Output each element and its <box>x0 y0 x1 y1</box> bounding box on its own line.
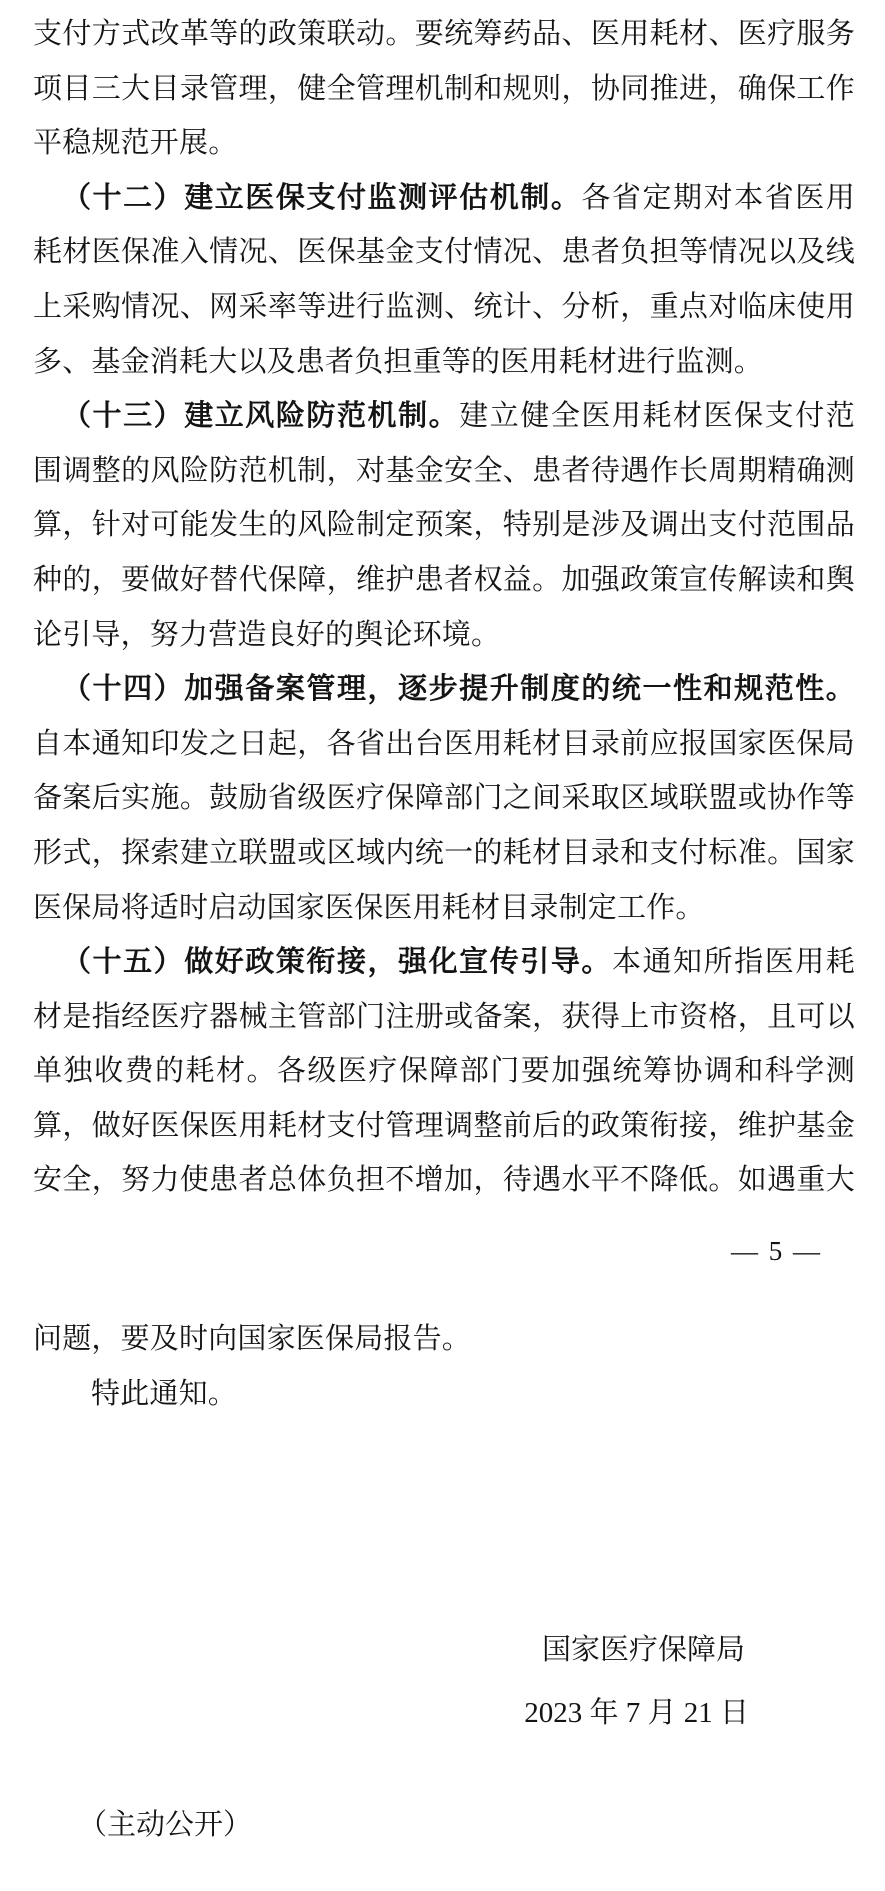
item-heading-bold: （十二）建立医保支付监测评估机制。 <box>62 181 582 214</box>
text-line: 上采购情况、网采率等进行监测、统计、分析，重点对临床使用 <box>33 290 855 323</box>
text-line: 形式，探索建立联盟或区域内统一的耗材目录和支付标准。国家 <box>33 836 855 869</box>
line-text: 建立健全医用耗材医保支付范 <box>459 400 855 433</box>
text-line <box>33 662 855 717</box>
item-heading-bold: （十五）做好政策衔接，强化宣传引导。 <box>62 946 612 979</box>
text-line: 安全，努力使患者总体负担不增加，待遇水平不降低。如遇重大 <box>33 1164 855 1197</box>
line-text: 各省定期对本省医用 <box>581 181 855 214</box>
text-line: 材是指经医疗器械主管部门注册或备案，获得上市资格，且可以 <box>33 1000 855 1033</box>
text-line: 种的，要做好替代保障，维护患者权益。加强政策宣传解读和舆 <box>33 563 855 596</box>
text-line: 特此通知。 <box>91 1377 238 1410</box>
page-number: — 5 — <box>731 1236 822 1266</box>
text-line: 围调整的风险防范机制，对基金安全、患者待遇作长周期精确测 <box>33 454 855 487</box>
text-line: 算，针对可能发生的风险制定预案，特别是涉及调出支付范围品 <box>33 509 855 542</box>
line-text: 本通知所指医用耗 <box>611 946 855 979</box>
disclosure-note: （主动公开） <box>78 1809 253 1841</box>
text-line: 支付方式改革等的政策联动。要统筹药品、医用耗材、医疗服务 <box>33 18 855 50</box>
item-heading-bold: （十四）加强备案管理，逐步提升制度的统一性和规范性。 <box>62 673 855 706</box>
text-line <box>33 171 855 226</box>
page5-body <box>33 7 855 1208</box>
text-line: 单独收费的耗材。各级医疗保障部门要加强统筹协调和科学测 <box>33 1055 855 1088</box>
issue-date: 2023 年 7 月 21 日 <box>524 1697 749 1729</box>
text-line: 论引导，努力营造良好的舆论环境。 <box>33 618 501 651</box>
text-line: 问题，要及时向国家医保局报告。 <box>33 1323 472 1355</box>
text-line: 项目三大目录管理，健全管理机制和规则，协同推进，确保工作 <box>33 72 855 105</box>
text-line: 医保局将适时启动国家医保医用耗材目录制定工作。 <box>33 891 705 924</box>
text-line <box>33 935 855 990</box>
issuer-signature: 国家医疗保障局 <box>541 1634 745 1666</box>
text-line: 平稳规范开展。 <box>33 127 238 160</box>
item-heading-bold: （十三）建立风险防范机制。 <box>62 400 460 433</box>
text-line <box>33 389 855 444</box>
page6-body <box>33 1312 855 1421</box>
text-line: 耗材医保准入情况、医保基金支付情况、患者负担等情况以及线 <box>33 236 855 269</box>
text-line: 算，做好医保医用耗材支付管理调整前后的政策衔接，维护基金 <box>33 1109 855 1142</box>
text-line: 备案后实施。鼓励省级医疗保障部门之间采取区域联盟或协作等 <box>33 782 855 815</box>
text-line: 多、基金消耗大以及患者负担重等的医用耗材进行监测。 <box>33 345 764 378</box>
text-line: 自本通知印发之日起，各省出台医用耗材目录前应报国家医保局 <box>33 727 855 760</box>
